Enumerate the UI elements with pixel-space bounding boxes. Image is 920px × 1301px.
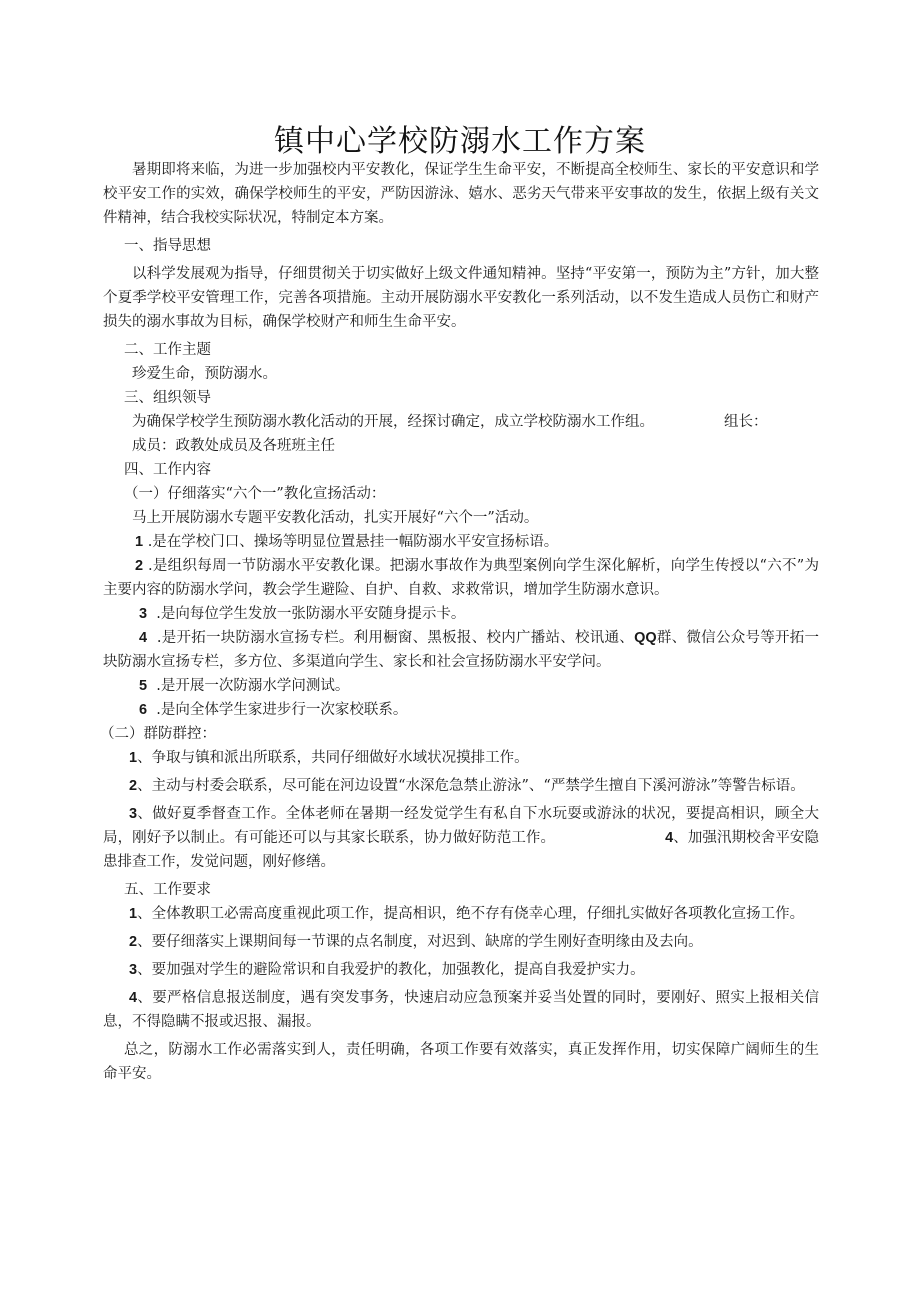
section-5-heading: 五、工作要求 — [124, 882, 211, 898]
section-1-heading: 一、指导思想 — [124, 238, 211, 254]
section-4-sub1-intro: 马上开展防溺水专题平安教化活动，扎实开展好“六个一”活动。 — [132, 510, 539, 526]
activity-item-3: 3 .是向每位学生发放一张防溺水平安随身提示卡。 — [139, 606, 466, 622]
requirement-item-1: 1、全体教职工必需高度重视此项工作，提高相识，绝不存有侥幸心理，仔细扎实做好各项教化宣扬工作。 — [129, 906, 805, 922]
section-2-heading: 二、工作主题 — [124, 342, 211, 358]
section-2-text: 珍爱生命，预防溺水。 — [132, 366, 277, 382]
activity-item-2: 2 .是组织每周一节防溺水平安教化课。把溺水事故作为典型案例向学生深化解析，向学生传授以“六不”为主要内容的防溺水学问，教会学生避险、自护、自救、求救常识，增加学生防溺水意识。 — [103, 558, 819, 598]
control-item-3: 3、做好夏季督查工作。全体老师在暑期一经发觉学生有私自下水玩耍或游泳的状况，要提高相识，顾全大局，刚好予以制止。有可能还可以与其家长联系，协力做好防范工作。 4、加强汛期校舍平安隐患排查工作，发觉问题，刚好修缮。 — [103, 806, 820, 870]
document-body — [100, 158, 820, 1086]
section-4-sub2: （二）群防群控： — [100, 726, 216, 742]
section-3-heading: 三、组织领导 — [124, 390, 211, 406]
section-4-sub1: （一）仔细落实“六个一”教化宣扬活动： — [124, 486, 386, 502]
document-title: 镇中心学校防溺水工作方案 — [274, 124, 646, 159]
conclusion-paragraph: 总之，防溺水工作必需落实到人，责任明确，各项工作要有效落实，真正发挥作用，切实保障广阔师生的生命平安。 — [103, 1042, 819, 1082]
section-1-text: 以科学发展观为指导，仔细贯彻关于切实做好上级文件通知精神。坚持“平安第一，预防为主”方针，加大整个夏季学校平安管理工作，完善各项措施。主动开展防溺水平安教化一系列活动，以不发生造成人员伤亡和财产损失的溺水事故为目标，确保学校财产和师生生命平安。 — [103, 266, 819, 330]
intro-paragraph: 暑期即将来临，为进一步加强校内平安教化，保证学生生命平安，不断提高全校师生、家长的平安意识和学校平安工作的实效，确保学校师生的平安，严防因游泳、嬉水、恶劣天气带来平安事故的发生，依据上级有关文件精神，结合我校实际状况，特制定本方案。 — [103, 162, 819, 226]
control-item-1: 1、争取与镇和派出所联系，共同仔细做好水域状况摸排工作。 — [129, 750, 529, 766]
section-3-text: 为确保学校学生预防溺水教化活动的开展，经探讨确定，成立学校防溺水工作组。 — [132, 414, 654, 430]
section-3-members: 成员：政教处成员及各班班主任 — [132, 438, 335, 454]
section-4-heading: 四、工作内容 — [124, 462, 211, 478]
activity-item-4: 4 .是开拓一块防溺水宣扬专栏。利用橱窗、黑板报、校内广播站、校讯通、QQ群、微信公众号等开拓一块防溺水宣扬专栏，多方位、多渠道向学生、家长和社会宣扬防溺水平安学问。 — [103, 630, 820, 670]
requirement-item-2: 2、要仔细落实上课期间每一节课的点名制度，对迟到、缺席的学生刚好查明缘由及去向。 — [129, 934, 703, 950]
section-3-leader: 组长： — [724, 414, 768, 430]
requirement-item-4: 4、要严格信息报送制度，遇有突发事务，快速启动应急预案并妥当处置的同时，要刚好、照实上报相关信息，不得隐瞒不报或迟报、漏报。 — [103, 990, 819, 1030]
requirement-item-3: 3、要加强对学生的避险常识和自我爱护的教化，加强教化，提高自我爱护实力。 — [129, 962, 645, 978]
control-item-2: 2、主动与村委会联系，尽可能在河边设置“水深危急禁止游泳”、“严禁学生擅自下溪河游泳”等警告标语。 — [129, 778, 805, 794]
activity-item-6: 6 .是向全体学生家进步行一次家校联系。 — [139, 702, 408, 718]
activity-item-1: 1 .是在学校门口、操场等明显位置悬挂一幅防溺水平安宣扬标语。 — [135, 534, 559, 550]
section-3-text-line — [103, 410, 819, 434]
activity-item-5: 5 .是开展一次防溺水学问测试。 — [139, 678, 350, 694]
